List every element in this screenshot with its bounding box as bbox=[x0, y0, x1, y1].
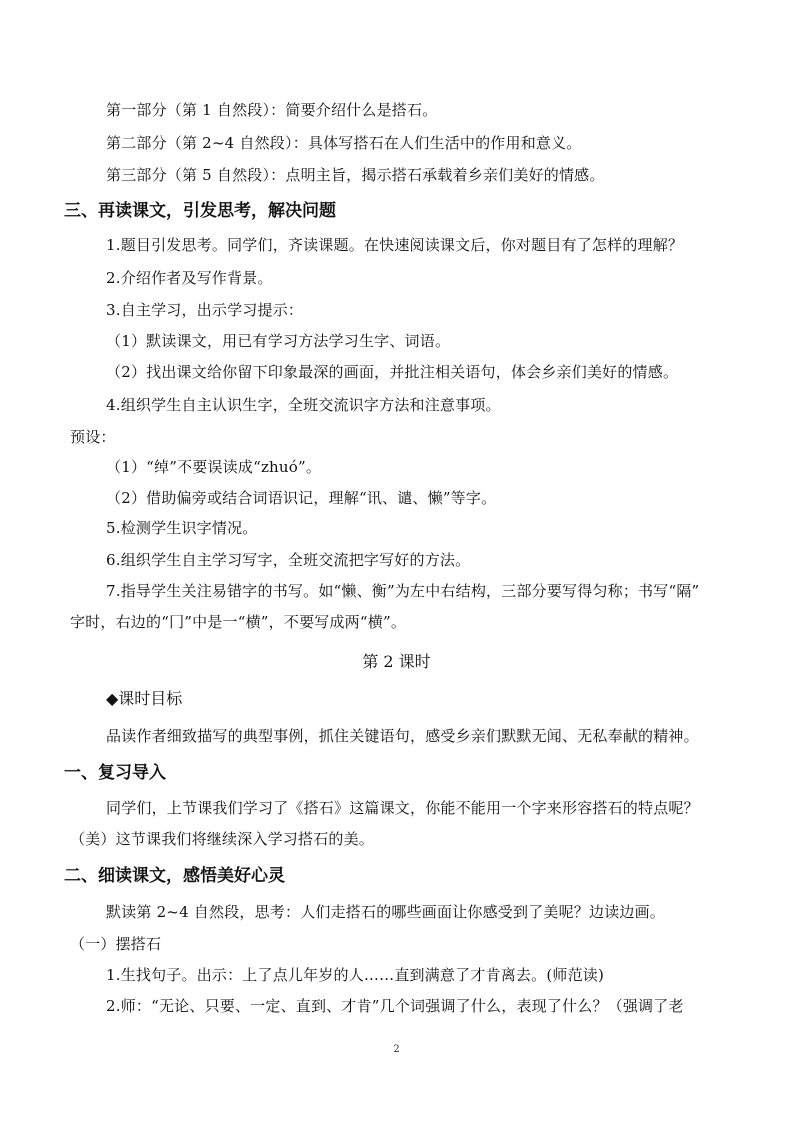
section-three-item-3: 3.自主学习，出示学习提示： bbox=[106, 301, 304, 319]
section-three-item-4: 4.组织学生自主认识生字，全班交流识字方法和注意事项。 bbox=[106, 396, 501, 414]
section-three-item-2: 2.介绍作者及写作背景。 bbox=[106, 269, 273, 287]
section-three-item-6: 6.组织学生自主学习写字，全班交流把字写好的方法。 bbox=[106, 551, 471, 569]
section-three-item-7: 7.指导学生关注易错字的书写。如“懒、衡”为左中右结构，三部分要写得匀称；书写“隔” bbox=[106, 582, 700, 600]
reading-intro: 默读第 2~4 自然段，思考：人们走搭石的哪些画面让你感受到了美呢？边读边画。 bbox=[106, 903, 665, 921]
preset-item-2: （2）借助偏旁或结合词语识记，理解“讯、谴、懒”等字。 bbox=[106, 489, 497, 507]
review-heading: 一、复习导入 bbox=[64, 763, 166, 783]
preset-item-1: （1）“绰”不要误读成“zhuó”。 bbox=[106, 458, 322, 476]
reading-item-2: 2.师：“无论、只要、一定、直到、才肯”几个词强调了什么，表现了什么？（强调了老 bbox=[106, 997, 684, 1015]
preset-label: 预设： bbox=[70, 428, 116, 446]
reading-sub-heading: （一）摆搭石 bbox=[70, 935, 162, 953]
section-three-item-3-2: （2）找出课文给你留下印象最深的画面，并批注相关语句，体会乡亲们美好的情感。 bbox=[106, 363, 679, 381]
review-line-2: （美）这节课我们将继续深入学习搭石的美。 bbox=[70, 830, 375, 848]
lesson-two-title: 第 2 课时 bbox=[362, 652, 431, 671]
part-three-line: 第三部分（第 5 自然段）：点明主旨，揭示搭石承载着乡亲们美好的情感。 bbox=[106, 166, 605, 184]
section-three-item-3-1: （1）默读课文，用已有学习方法学习生字、词语。 bbox=[106, 332, 451, 350]
section-three-item-7-cont: 字时，右边的“冂”中是一“横”，不要写成两“横”。 bbox=[70, 613, 407, 631]
reading-heading: 二、细读课文，感悟美好心灵 bbox=[64, 866, 285, 886]
reading-item-1: 1.生找句子。出示：上了点儿年岁的人……直到满意了才肯离去。(师范读) bbox=[106, 966, 605, 984]
part-two-line: 第二部分（第 2~4 自然段）：具体写搭石在人们生活中的作用和意义。 bbox=[106, 134, 582, 152]
section-three-item-5: 5.检测学生识字情况。 bbox=[106, 519, 258, 537]
section-three-item-1: 1.题目引发思考。同学们，齐读课题。在快速阅读课文后，你对题目有了怎样的理解？ bbox=[106, 236, 684, 254]
review-line-1: 同学们，上节课我们学习了《搭石》这篇课文，你能不能用一个字来形容搭石的特点呢？ bbox=[106, 799, 699, 817]
lesson-goal-text: 品读作者细致描写的典型事例，抓住关键语句，感受乡亲们默默无闻、无私奉献的精神。 bbox=[106, 727, 699, 745]
page-number: 2 bbox=[393, 1044, 400, 1055]
lesson-goal-heading: ◆课时目标 bbox=[106, 689, 183, 708]
part-one-line: 第一部分（第 1 自然段）：简要介绍什么是搭石。 bbox=[106, 101, 438, 119]
section-three-heading: 三、再读课文，引发思考，解决问题 bbox=[64, 201, 336, 221]
